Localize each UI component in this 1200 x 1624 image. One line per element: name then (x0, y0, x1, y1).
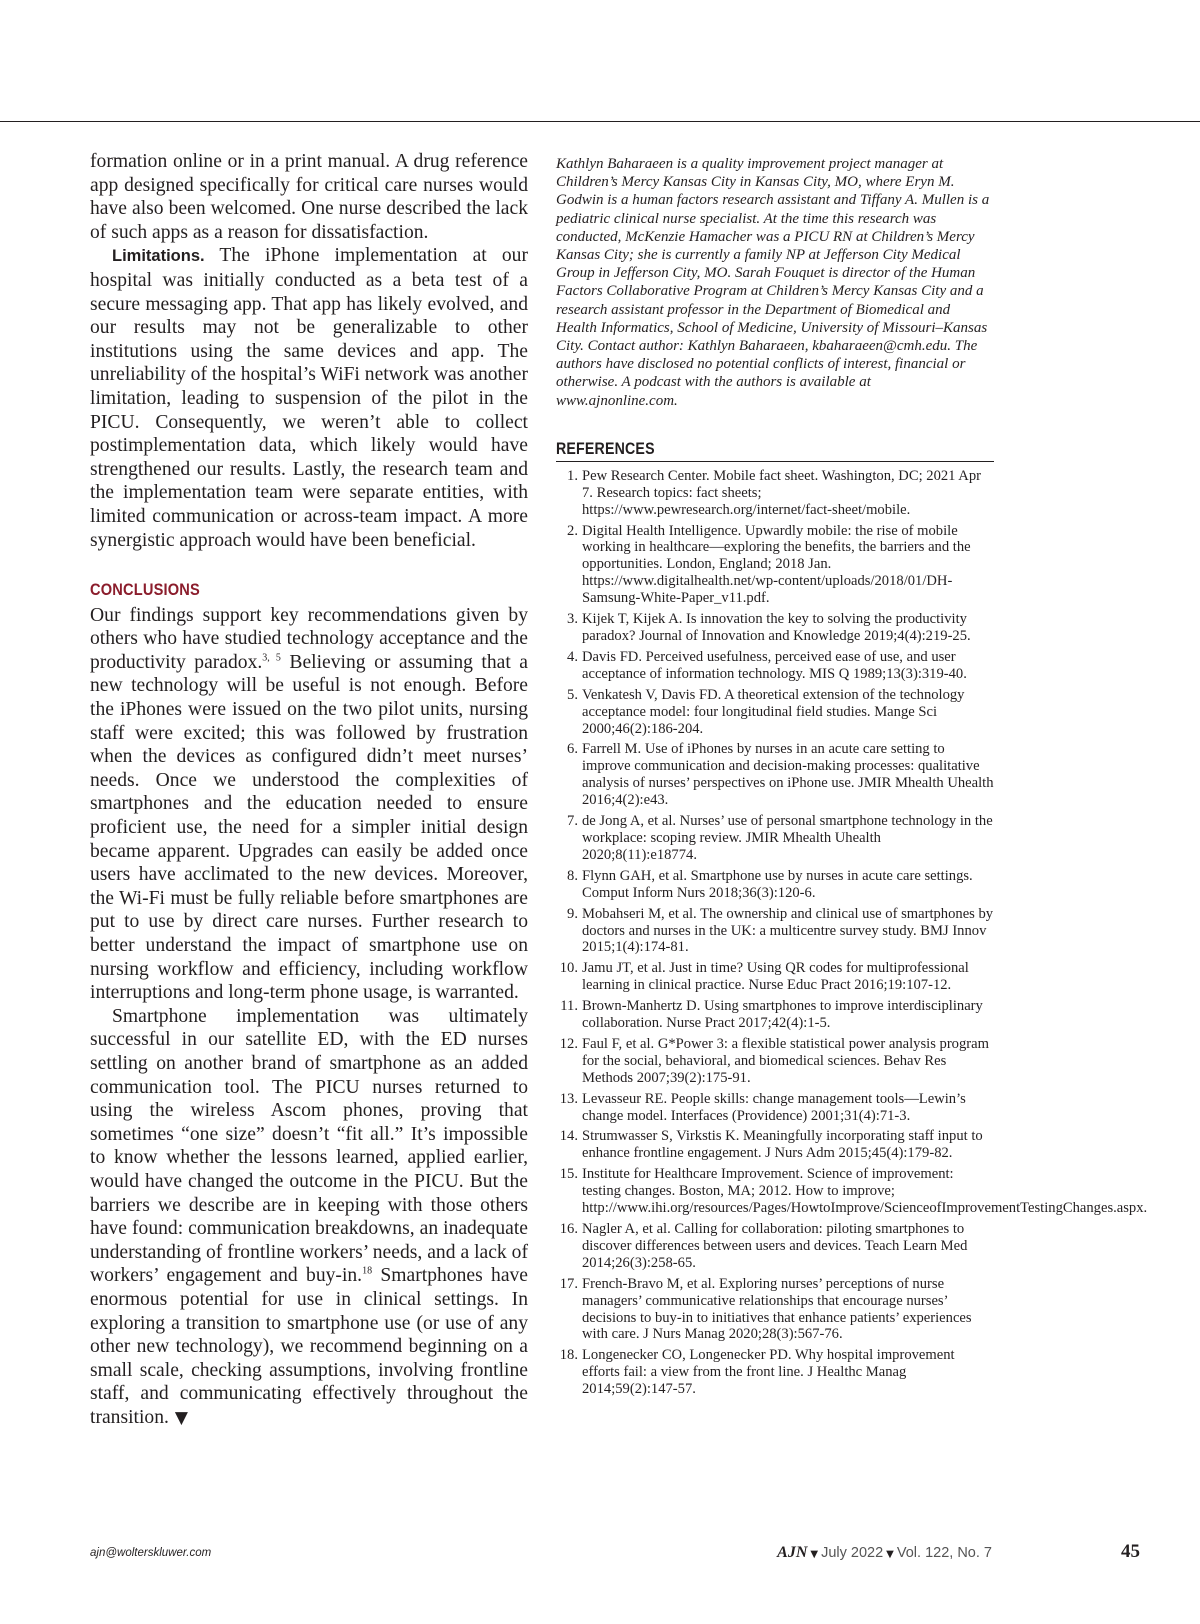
conclusions-text: Our findings support key recommendations given by others who have studied technology acceptance and the productivity paradox. (90, 604, 528, 673)
volume-issue: Vol. 122, No. 7 (896, 1545, 992, 1561)
limitations-heading: Limitations. (112, 247, 205, 266)
reference-item (556, 1347, 994, 1398)
reference-number: 11. (560, 998, 578, 1015)
triangle-separator-icon: ▼ (810, 1549, 819, 1560)
reference-text: Davis FD. Perceived usefulness, perceived ease of use, and user acceptance of information technology. MIS Q 1989;13(3):319-40. (582, 648, 967, 682)
reference-item (556, 868, 994, 902)
reference-text: Venkatesh V, Davis FD. A theoretical extension of the technology acceptance model: four longitudinal field studies. Mange Sci 2000;46(2):186-204. (582, 686, 965, 737)
conclusions-paragraph-1 (90, 604, 528, 1005)
reference-number: 12. (559, 1035, 578, 1052)
reference-text: de Jong A, et al. Nurses’ use of personal smartphone technology in the workplace: scoping review. JMIR Mhealth Uhealth 2020;8(11):e18774. (582, 813, 993, 863)
left-column (90, 150, 528, 1430)
reference-item (556, 611, 994, 645)
reference-text: Farrell M. Use of iPhones by nurses in an acute care setting to improve communication and decision-making processes: qualitative analysis of nurses’ perspectives on iPhone use. JMIR Mhealth Uhealth 2016;4(2):e43. (582, 741, 994, 809)
references-heading (556, 440, 994, 462)
reference-text: French-Bravo M, et al. Exploring nurses’ perceptions of nurse managers’ communicative relationships that encourage nurses’ decisions to buy-in to initiatives that enhance patients’ experiences with care. J Nurs Manag 2020;28(3):567-76. (582, 1275, 972, 1343)
conclusions-paragraph-2 (90, 1005, 528, 1431)
citation-superscript: 3, 5 (262, 652, 281, 664)
author-bio: Kathlyn Baharaeen is a quality improvement project manager at Children’s Mercy Kansas City in Kansas City, MO, where Eryn M. Godwin is a human factors research assistant and Tiffany A. Mullen is a pediatric clinical nurse specialist. At the time this research was conducted, McKenzie Hamacher was a PICU RN at Children’s Mercy Kansas City; she is currently a family NP at Jefferson City Medical Group in Jefferson City, MO. Sarah Fouquet is director of the Human Factors Collaborative Program at Children’s Mercy Kansas City and a research assistant professor in the Department of Biomedical and Health Informatics, School of Medicine, University of Missouri–Kansas City. Contact author: Kathlyn Baharaeen, kbaharaeen@cmh.edu. The authors have disclosed no potential conflicts of interest, financial or otherwise. A podcast with the authors is available at www.ajnonline.com. (556, 156, 990, 409)
reference-number: 16. (559, 1221, 578, 1237)
reference-item (556, 1036, 994, 1087)
references-list (556, 467, 1148, 1398)
reference-text: Kijek T, Kijek A. Is innovation the key to solving the productivity paradox? Journal of Innovation and Knowledge 2019;4(4):219-25. (582, 611, 971, 644)
reference-text: Mobahseri M, et al. The ownership and clinical use of smartphones by doctors and nurses in the UK: a multicentre survey study. BMJ Innov 2015;1(4):174-81. (582, 905, 994, 956)
references-heading-label: REFERENCES (556, 439, 655, 458)
reference-number: 9. (567, 905, 578, 922)
conclusions-text: Smartphones have enormous potential for use in clinical settings. In exploring a transition to smartphone use (or use of any other new technology), we recommend beginning on a small scale, checking assumptions, involving frontline staff, and communicating effectively throughout the transition. (90, 1265, 529, 1428)
reference-number: 2. (567, 522, 578, 539)
reference-text: Digital Health Intelligence. Upwardly mobile: the rise of mobile working in healthcare—exploring the benefits, the barriers and the opportunities. London, England; 2018 Jan. https://www.digitalhealth.net/wp-content/uploads/2018/01/DH-Samsung-White-Paper_v11.pdf. (582, 522, 971, 607)
reference-number: 1. (567, 467, 578, 484)
reference-text: Nagler A, et al. Calling for collaboration: piloting smartphones to discover differences between users and devices. Teach Learn Med 2014;26(3):258-65. (582, 1221, 968, 1271)
end-of-article-icon: ▼ (174, 1407, 188, 1428)
citation-superscript: 18 (362, 1265, 373, 1277)
conclusions-text: Smartphone implementation was ultimately successful in our satellite ED, with the ED nurses settling on another brand of smartphone as an added communication tool. The PICU nurses returned to using the wireless Ascom phones, proving that sometimes “one size” doesn’t “fit all.” It’s impossible to know whether the lessons learned, applied earlier, would have changed the outcome in the PICU. But the barriers we describe are in keeping with those others have found: communication breakdowns, an inadequate understanding of frontline workers’ needs, and a lack of workers’ engagement and buy-in. (90, 1005, 528, 1287)
reference-item (556, 1091, 994, 1125)
reference-item (556, 687, 994, 738)
issue-date: July 2022 (821, 1545, 884, 1561)
reference-number: 18. (559, 1347, 578, 1364)
conclusions-heading: CONCLUSIONS (90, 580, 200, 600)
reference-number: 3. (567, 611, 578, 628)
footer-journal-info (777, 1544, 992, 1562)
reference-item (556, 1276, 994, 1344)
right-column (556, 155, 1148, 1402)
reference-text: Levasseur RE. People skills: change management tools—Lewin’s change model. Interfaces (Providence) 2001;31(4):71-3. (582, 1090, 966, 1124)
reference-item (556, 741, 994, 809)
reference-item (556, 1166, 1148, 1217)
page-number: 45 (1121, 1541, 1140, 1562)
reference-item (556, 1128, 994, 1162)
reference-item (556, 906, 994, 957)
reference-number: 13. (559, 1090, 578, 1107)
footer-email: ajn@wolterskluwer.com (90, 1547, 212, 1559)
reference-text: Institute for Healthcare Improvement. Science of improvement: testing changes. Boston, MA; 2012. How to improve; http://www.ihi.org/resources/Pages/HowtoImprove/ScienceofImprovementTestingChanges.aspx. (582, 1166, 1148, 1217)
reference-item (556, 960, 994, 994)
journal-name: AJN (777, 1544, 808, 1561)
reference-number: 7. (567, 813, 578, 830)
reference-text: Faul F, et al. G*Power 3: a flexible statistical power analysis program for the social, behavioral, and biomedical sciences. Behav Res Methods 2007;39(2):175-91. (582, 1035, 989, 1086)
reference-item (556, 649, 994, 683)
reference-item (556, 523, 994, 608)
triangle-separator-icon: ▼ (886, 1549, 894, 1560)
limitations-paragraph (90, 244, 528, 552)
page-footer (0, 1543, 1200, 1567)
reference-text: Brown-Manhertz D. Using smartphones to improve interdisciplinary collaboration. Nurse Pract 2017;42(4):1-5. (582, 998, 983, 1032)
reference-number: 15. (559, 1166, 578, 1183)
reference-item (556, 813, 994, 864)
reference-item (556, 1221, 994, 1272)
reference-text: Strumwasser S, Virkstis K. Meaningfully incorporating staff input to enhance frontline engagement. J Nurs Adm 2015;45(4):179-82. (582, 1128, 983, 1162)
reference-number: 8. (567, 867, 578, 884)
reference-number: 17. (559, 1275, 578, 1292)
reference-number: 10. (559, 960, 578, 977)
top-rule (0, 121, 1200, 122)
reference-number: 6. (567, 741, 578, 758)
reference-number: 4. (567, 648, 578, 665)
reference-text: Flynn GAH, et al. Smartphone use by nurses in acute care settings. Comput Inform Nurs 2018;36(3):120-6. (582, 867, 973, 901)
limitations-text: The iPhone implementation at our hospital was initially conducted as a beta test of a secure messaging app. That app has likely evolved, and our results may not be generalizable to other institutions using the same devices and app. The unreliability of the hospital’s WiFi network was another limitation, leading to suspension of the pilot in the PICU. Consequently, we weren’t able to collect postimplementation data, which likely would have strengthened our results. Lastly, the research team and the implementation team were separate entities, with limited communication or across-team impact. A more synergistic approach would have been beneficial. (90, 245, 528, 551)
reference-item (556, 468, 994, 519)
reference-number: 5. (567, 686, 578, 703)
conclusions-text: Believing or assuming that a new technology will be useful is not enough. Before the iPhones were issued on the two pilot units, nursing staff were excited; this was followed by frustration when the devices as configured didn’t meet nurses’ needs. Once we understood the complexities of smartphones and the education needed to ensure proficient use, the need for a simpler initial design became apparent. Upgrades can easily be added once users have acclimated to the new devices. Moreover, the Wi-Fi must be fully reliable before smartphones are put to use by direct care nurses. Further research to better understand the impact of smartphone use on nursing workflow and efficiency, including workflow interruptions and long-term phone usage, is warranted. (90, 651, 528, 1004)
reference-text: Jamu JT, et al. Just in time? Using QR codes for multiprofessional learning in clinical practice. Nurse Educ Pract 2016;19:107-12. (582, 960, 969, 994)
reference-text: Pew Research Center. Mobile fact sheet. Washington, DC; 2021 Apr 7. Research topics: fact sheets; https://www.pewresearch.org/internet/fact-sheet/mobile. (582, 467, 981, 518)
paragraph-continuation: formation online or in a print manual. A drug reference app designed specifically for critical care nurses would have also been welcomed. One nurse described the lack of such apps as a reason for dissatisfaction. (90, 151, 528, 243)
reference-item (556, 998, 994, 1032)
reference-text: Longenecker CO, Longenecker PD. Why hospital improvement efforts fail: a view from the front line. J Healthc Manag 2014;59(2):147-57. (582, 1347, 955, 1398)
reference-number: 14. (559, 1128, 578, 1145)
